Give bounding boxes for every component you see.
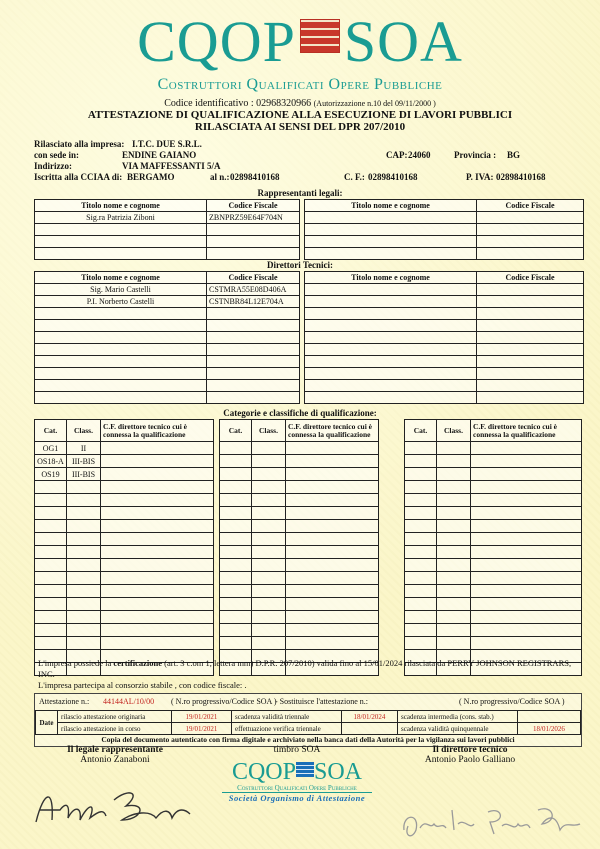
cciaa-label: Iscritta alla CCIAA di:	[34, 172, 123, 182]
table-row	[35, 308, 300, 320]
rep-cf	[207, 248, 300, 260]
brick-wall-icon	[296, 762, 314, 777]
cat-code: OS19	[35, 468, 67, 481]
table-row	[405, 533, 582, 546]
piva-label: P. IVA:	[466, 172, 494, 182]
table-row	[405, 585, 582, 598]
table-row	[405, 481, 582, 494]
col-class-header: Class.	[67, 420, 101, 442]
table-row	[305, 308, 584, 320]
logo-tagline: Costruttori Qualificati Opere Pubbliche	[157, 76, 443, 93]
table-row	[220, 546, 379, 559]
table-row	[35, 637, 214, 650]
rappresentanti-title: Rappresentanti legali:	[257, 188, 343, 198]
rep-name	[35, 236, 207, 248]
table-row	[405, 468, 582, 481]
cap-label: CAP:	[386, 150, 408, 160]
date-field-label: scadenza validità triennale	[232, 711, 342, 723]
table-row	[35, 624, 214, 637]
dir-name: Sig. Mario Castelli	[35, 284, 207, 296]
cap-value: 24060	[408, 150, 431, 160]
col-cf-header: Codice Fiscale	[207, 272, 300, 284]
stamp-brand-right: SOA	[314, 759, 363, 785]
direttore-handwritten-signature	[398, 800, 588, 844]
company-info	[34, 139, 576, 183]
stamp-tagline: Costruttori Qualificati Opere Pubbliche	[222, 784, 372, 793]
cciaa-value: BERGAMO	[127, 172, 175, 182]
table-row	[35, 392, 300, 404]
table-row	[220, 494, 379, 507]
attest-number: 44144AL/10/00	[103, 697, 155, 706]
cf-label: C. F.:	[344, 172, 365, 182]
table-row	[35, 533, 214, 546]
date-field-value: 18/01/2026	[518, 723, 581, 735]
cat-class: II	[67, 442, 101, 455]
rilasciato-value: I.T.C. DUE S.R.L.	[132, 139, 202, 149]
table-row	[35, 520, 214, 533]
legale-signature-block	[50, 745, 180, 765]
table-row	[220, 585, 379, 598]
code-note: (Autorizzazione n.10 del 09/11/2000 )	[313, 99, 436, 108]
table-row	[220, 520, 379, 533]
date-table	[35, 710, 581, 735]
cqop-soa-logo	[0, 9, 600, 94]
col-name-header: Titolo nome e cognome	[35, 200, 207, 212]
table-row	[35, 559, 214, 572]
direttori-table-right	[304, 271, 584, 404]
table-row	[35, 368, 300, 380]
legale-handwritten-signature	[30, 780, 200, 835]
col-cat-header: Cat.	[35, 420, 67, 442]
table-row	[305, 356, 584, 368]
table-row	[35, 572, 214, 585]
col-cat-header: Cat.	[405, 420, 437, 442]
date-field-label: rilascio attestazione originaria	[58, 711, 172, 723]
table-row	[305, 224, 584, 236]
table-row	[35, 212, 300, 224]
table-row	[35, 546, 214, 559]
table-row	[220, 455, 379, 468]
table-row	[35, 248, 300, 260]
table-row	[35, 442, 214, 455]
table-row	[405, 637, 582, 650]
col-cf-header: C.F. direttore tecnico cui è connessa la qualificazione	[101, 420, 214, 442]
categorie-table-3	[404, 419, 582, 676]
table-row	[305, 344, 584, 356]
table-row	[405, 442, 582, 455]
date-field-value	[342, 723, 398, 735]
stamp-brand-left: CQOP	[231, 759, 296, 785]
table-row	[35, 507, 214, 520]
date-field-value: 19/01/2021	[172, 711, 232, 723]
indirizzo-value: VIA MAFFESSANTI 5/A	[122, 161, 221, 171]
cert-line1-b: certificazione	[113, 658, 163, 668]
table-row	[220, 468, 379, 481]
dir-name: P.I. Norberto Castelli	[35, 296, 207, 308]
table-row	[35, 611, 214, 624]
attestazione-box	[34, 693, 582, 747]
table-row	[405, 507, 582, 520]
table-row	[305, 236, 584, 248]
document-header	[0, 98, 600, 133]
date-label: Date	[36, 711, 58, 735]
rep-name	[35, 224, 207, 236]
direttori-table-left	[34, 271, 300, 404]
table-row	[35, 455, 214, 468]
categorie-table-1	[34, 419, 214, 676]
attest-label: Attestazione n.:	[39, 697, 90, 706]
table-row	[220, 637, 379, 650]
cat-class: III-BIS	[67, 455, 101, 468]
rilasciato-label: Rilasciato alla impresa:	[34, 139, 125, 149]
col-cf-header: Codice Fiscale	[477, 200, 584, 212]
table-row	[220, 572, 379, 585]
date-field-label: effettuazione verifica triennale	[232, 723, 342, 735]
table-row	[35, 344, 300, 356]
table-row	[405, 546, 582, 559]
direttore-role: Il direttore tecnico	[432, 745, 508, 755]
table-row	[405, 520, 582, 533]
col-class-header: Class.	[437, 420, 471, 442]
dir-cf: CSTMRA55E08D406A	[207, 284, 300, 296]
col-cat-header: Cat.	[220, 420, 252, 442]
timbro-label: timbro SOA	[273, 745, 321, 755]
table-row	[35, 585, 214, 598]
table-row	[35, 332, 300, 344]
table-row	[35, 356, 300, 368]
cf-value: 02898410168	[368, 172, 418, 182]
table-row	[35, 296, 300, 308]
attest-sostituisce: - Sostituisce l'attestazione n.:	[275, 697, 368, 706]
table-row	[220, 442, 379, 455]
table-row	[35, 481, 214, 494]
table-row	[220, 611, 379, 624]
col-cf-header: Codice Fiscale	[207, 200, 300, 212]
sede-label: con sede in:	[34, 150, 79, 160]
table-row	[35, 380, 300, 392]
soa-stamp	[222, 760, 372, 803]
table-row	[220, 624, 379, 637]
table-row	[35, 284, 300, 296]
table-row	[305, 392, 584, 404]
table-row	[405, 494, 582, 507]
rappresentanti-table-left	[34, 199, 300, 260]
table-row	[35, 598, 214, 611]
table-row	[305, 296, 584, 308]
date-field-label: scadenza validità quinquennale	[398, 723, 518, 735]
table-row	[405, 624, 582, 637]
certificazione-note	[38, 658, 576, 691]
legale-role: Il legale rappresentante	[67, 745, 163, 755]
al-n-value: 02898410168	[230, 172, 280, 182]
code-label: Codice identificativo :	[164, 98, 254, 109]
table-row	[305, 380, 584, 392]
table-row	[220, 598, 379, 611]
attest-progressivo: ( N.ro progressivo/Codice SOA )	[171, 697, 277, 706]
table-row	[220, 481, 379, 494]
col-cf-header: C.F. direttore tecnico cui è connessa la qualificazione	[471, 420, 582, 442]
table-row	[35, 320, 300, 332]
date-field-label: rilascio attestazione in corso	[58, 723, 172, 735]
table-row	[405, 559, 582, 572]
rep-cf	[207, 224, 300, 236]
document-title: ATTESTAZIONE DI QUALIFICAZIONE ALLA ESECUZIONE DI LAVORI PUBBLICI	[87, 109, 513, 121]
provincia-value: BG	[507, 150, 521, 160]
cat-code: OS18-A	[35, 455, 67, 468]
table-row	[220, 533, 379, 546]
table-row	[305, 320, 584, 332]
col-name-header: Titolo nome e cognome	[305, 272, 477, 284]
logo-brand-right: SOA	[343, 9, 463, 74]
cat-cf	[101, 468, 214, 481]
direttori-title: Direttori Tecnici:	[266, 260, 334, 270]
date-field-value: 18/01/2024	[342, 711, 398, 723]
table-row	[220, 559, 379, 572]
copia-note: Copia del documento autenticato con firma digitale e archiviato nella banca dati della Autorità per la vigilanza sui lavori pubblici	[101, 735, 515, 744]
piva-value: 02898410168	[496, 172, 546, 182]
date-field-value: 19/01/2021	[172, 723, 232, 735]
cat-class: III-BIS	[67, 468, 101, 481]
table-row	[35, 468, 214, 481]
table-row	[405, 455, 582, 468]
col-cf-header: Codice Fiscale	[477, 272, 584, 284]
timbro-label-block	[252, 745, 342, 755]
table-row	[35, 224, 300, 236]
col-cf-header: C.F. direttore tecnico cui è connessa la qualificazione	[286, 420, 379, 442]
cat-cf	[101, 455, 214, 468]
rep-name: Sig.ra Patrizia Ziboni	[35, 212, 207, 224]
table-row	[305, 332, 584, 344]
cert-line1-a: L'impresa possiede la	[38, 658, 112, 668]
table-row	[35, 494, 214, 507]
table-row	[405, 611, 582, 624]
sede-value: ENDINE GAIANO	[122, 150, 197, 160]
cert-line2: L'impresa partecipa al consorzio stabile , con codice fiscale: .	[38, 680, 247, 690]
direttore-signature-block	[400, 745, 540, 765]
table-row	[405, 572, 582, 585]
legale-name: Antonio Zanaboni	[80, 755, 150, 765]
table-row	[220, 507, 379, 520]
col-name-header: Titolo nome e cognome	[305, 200, 477, 212]
document-subtitle: RILASCIATA AI SENSI DEL DPR 207/2010	[194, 121, 406, 133]
cert-line1-c: (art. 3 c.om 1, lettera mm) D.P.R. 207/2010) valida fino al 15/01/2024 rilasciata da PERRY JOHNSON REGISTRARS, INC.	[38, 658, 572, 679]
table-row	[35, 236, 300, 248]
cat-code: OG1	[35, 442, 67, 455]
table-row	[305, 368, 584, 380]
logo-brand-left: CQOP	[137, 9, 296, 74]
cat-cf	[101, 442, 214, 455]
date-field-label: scadenza intermedia (cons. stab.)	[398, 711, 518, 723]
categorie-title: Categorie e classifiche di qualificazione:	[223, 408, 377, 418]
rep-cf: ZBNPRZ59E64F704N	[207, 212, 300, 224]
categorie-table-2	[219, 419, 379, 676]
table-row	[305, 248, 584, 260]
provincia-label: Provincia :	[454, 150, 497, 160]
rep-name	[35, 248, 207, 260]
rep-cf	[207, 236, 300, 248]
rappresentanti-table-right	[304, 199, 584, 260]
table-row	[36, 711, 581, 723]
al-n-label: al n.:	[210, 172, 230, 182]
table-row	[305, 284, 584, 296]
stamp-society: Società Organismo di Attestazione	[228, 793, 366, 803]
indirizzo-label: Indirizzo:	[34, 161, 72, 171]
date-field-value	[518, 711, 581, 723]
col-class-header: Class.	[252, 420, 286, 442]
code-value: 02968320966	[256, 98, 312, 109]
table-row	[36, 723, 581, 735]
table-row	[405, 598, 582, 611]
brick-wall-icon	[300, 19, 340, 53]
attest-progressivo2: ( N.ro progressivo/Codice SOA )	[459, 697, 565, 706]
dir-cf: CSTNBR84L12E704A	[207, 296, 300, 308]
code-line	[0, 98, 600, 109]
col-name-header: Titolo nome e cognome	[35, 272, 207, 284]
direttore-name: Antonio Paolo Galliano	[424, 755, 516, 765]
table-row	[305, 212, 584, 224]
